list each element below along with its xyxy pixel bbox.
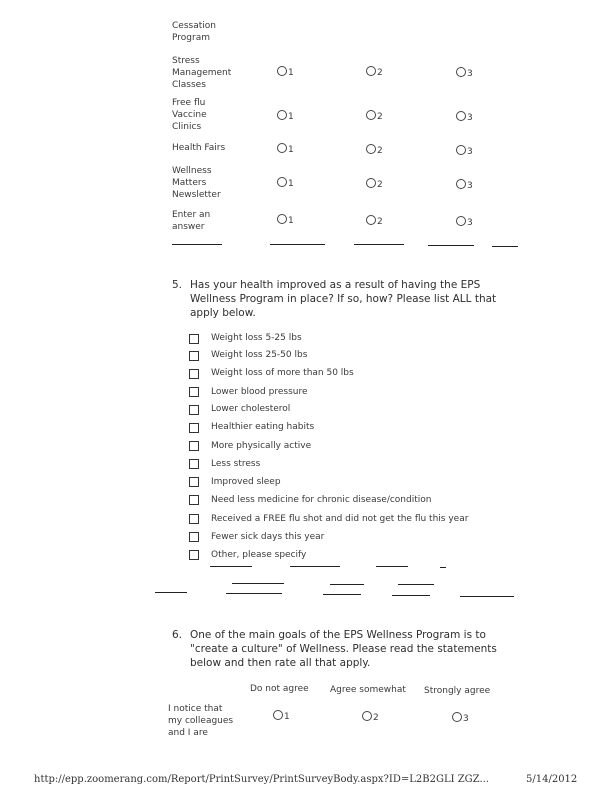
answer-line[interactable] xyxy=(323,594,361,595)
radio-circle-icon xyxy=(362,711,372,721)
column-header: Do not agree xyxy=(250,684,309,694)
question-text: One of the main goals of the EPS Wellness Program is to "create a culture" of Wellness. Please read the statements below and then rate all that apply. xyxy=(190,629,497,669)
checkbox-label: More physically active xyxy=(211,441,312,451)
row-label-newsletter: Wellness Matters Newsletter xyxy=(172,166,221,200)
checkbox[interactable] xyxy=(189,532,199,542)
checkbox-label: Lower cholesterol xyxy=(211,404,291,414)
question-5 xyxy=(172,278,532,322)
answer-line[interactable] xyxy=(492,246,518,247)
answer-line[interactable] xyxy=(354,244,404,245)
checkbox-label: Fewer sick days this year xyxy=(211,532,325,542)
radio-circle-icon xyxy=(277,66,287,76)
radio-circle-icon xyxy=(277,177,287,187)
answer-line[interactable] xyxy=(210,566,252,567)
question-number: 5. xyxy=(172,279,183,291)
answer-line[interactable] xyxy=(172,244,222,245)
footer-url: http://epp.zoomerang.com/Report/PrintSurvey/PrintSurveyBody.aspx?ID=L2B2GLI ZGZ... xyxy=(34,774,489,785)
column-header: Agree somewhat xyxy=(330,685,406,695)
radio-circle-icon xyxy=(277,214,287,224)
newsletter-option-1[interactable]: 1 xyxy=(277,177,294,190)
answer-line[interactable] xyxy=(330,584,364,585)
flu-option-3[interactable]: 3 xyxy=(456,111,473,124)
checkbox-label: Lower blood pressure xyxy=(211,387,308,397)
question-number: 6. xyxy=(172,629,183,641)
column-header: Strongly agree xyxy=(424,686,491,696)
question-text: Has your health improved as a result of having the EPS Wellness Program in place? If so, how? Please list ALL that apply below. xyxy=(190,279,497,319)
fairs-option-1[interactable]: 1 xyxy=(277,143,294,156)
checkbox-label: Healthier eating habits xyxy=(211,422,315,432)
checkbox[interactable] xyxy=(189,369,199,379)
answer-line[interactable] xyxy=(440,567,446,568)
colleagues-option-1[interactable]: 1 xyxy=(273,710,290,723)
answer-line[interactable] xyxy=(155,592,187,593)
answer-line[interactable] xyxy=(226,593,282,594)
radio-circle-icon xyxy=(366,178,376,188)
stress-option-3[interactable]: 3 xyxy=(456,67,473,80)
checkbox-label: Need less medicine for chronic disease/condition xyxy=(211,495,432,505)
radio-circle-icon xyxy=(366,144,376,154)
radio-circle-icon xyxy=(366,66,376,76)
answer-line[interactable] xyxy=(460,596,514,597)
row-label-flu-clinics: Free flu Vaccine Clinics xyxy=(172,98,207,132)
flu-option-2[interactable]: 2 xyxy=(366,110,383,123)
row-label-enter-answer: Enter an answer xyxy=(172,210,211,232)
checkbox[interactable] xyxy=(189,495,199,505)
answer-option-3[interactable]: 3 xyxy=(456,216,473,229)
radio-circle-icon xyxy=(456,145,466,155)
checkbox[interactable] xyxy=(189,423,199,433)
checkbox[interactable] xyxy=(189,351,199,361)
colleagues-option-2[interactable]: 2 xyxy=(362,711,379,724)
radio-circle-icon xyxy=(456,179,466,189)
checkbox-label: Received a FREE flu shot and did not get the flu this year xyxy=(211,514,469,524)
checkbox[interactable] xyxy=(189,405,199,415)
checkbox-label: Less stress xyxy=(211,459,261,469)
radio-circle-icon xyxy=(456,67,466,77)
row-label-stress: Stress Management Classes xyxy=(172,56,232,90)
footer-date: 5/14/2012 xyxy=(526,774,578,785)
radio-circle-icon xyxy=(366,110,376,120)
stress-option-2[interactable]: 2 xyxy=(366,66,383,79)
checkbox[interactable] xyxy=(189,441,199,451)
checkbox[interactable] xyxy=(189,514,199,524)
newsletter-option-2[interactable]: 2 xyxy=(366,178,383,191)
checkbox[interactable] xyxy=(189,334,199,344)
colleagues-option-3[interactable]: 3 xyxy=(452,712,469,725)
answer-line[interactable] xyxy=(392,595,430,596)
answer-option-1[interactable]: 1 xyxy=(277,214,294,227)
checkbox-label: Other, please specify xyxy=(211,550,307,560)
answer-option-2[interactable]: 2 xyxy=(366,215,383,228)
row-label-colleagues: I notice that my colleagues and I are xyxy=(168,704,234,738)
answer-line[interactable] xyxy=(232,583,284,584)
question-6 xyxy=(172,628,532,672)
checkbox[interactable] xyxy=(189,387,199,397)
answer-line[interactable] xyxy=(290,566,340,567)
radio-circle-icon xyxy=(452,712,462,722)
fairs-option-3[interactable]: 3 xyxy=(456,145,473,158)
answer-line[interactable] xyxy=(270,244,325,245)
radio-circle-icon xyxy=(456,111,466,121)
answer-line[interactable] xyxy=(428,245,474,246)
answer-line[interactable] xyxy=(398,584,434,585)
newsletter-option-3[interactable]: 3 xyxy=(456,179,473,192)
radio-circle-icon xyxy=(366,215,376,225)
radio-circle-icon xyxy=(456,216,466,226)
answer-line[interactable] xyxy=(376,566,408,567)
checkbox-label: Weight loss 5-25 lbs xyxy=(211,333,302,343)
radio-circle-icon xyxy=(273,710,283,720)
flu-option-1[interactable]: 1 xyxy=(277,110,294,123)
row-label-cessation: Cessation Program xyxy=(172,21,216,43)
stress-option-1[interactable]: 1 xyxy=(277,66,294,79)
radio-circle-icon xyxy=(277,143,287,153)
checkbox[interactable] xyxy=(189,550,199,560)
checkbox[interactable] xyxy=(189,459,199,469)
row-label-health-fairs: Health Fairs xyxy=(172,143,226,153)
fairs-option-2[interactable]: 2 xyxy=(366,144,383,157)
checkbox-label: Weight loss 25-50 lbs xyxy=(211,350,308,360)
checkbox[interactable] xyxy=(189,477,199,487)
checkbox-label: Weight loss of more than 50 lbs xyxy=(211,368,354,378)
radio-circle-icon xyxy=(277,110,287,120)
checkbox-label: Improved sleep xyxy=(211,477,281,487)
